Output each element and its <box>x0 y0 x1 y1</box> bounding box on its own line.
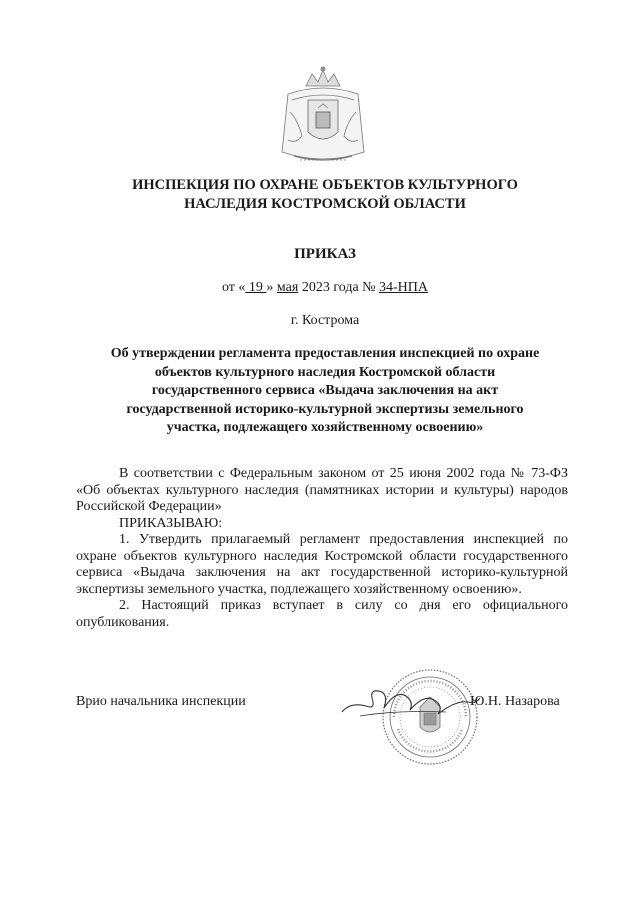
subject-line3: государственного сервиса «Выдача заключения на акт <box>151 383 499 398</box>
subject-line4: государственной историко-культурной экспертизы земельного <box>126 401 524 417</box>
date-prefix: от « <box>221 280 246 295</box>
preamble-paragraph: В соответствии с Федеральным законом от 25 июня 2002 года № 73-ФЗ «Об объектах культурного наследия (памятниках истории и культуры) народов Российской Федерации» <box>76 466 568 514</box>
date-mid: » <box>266 280 277 295</box>
subject-line1: Об утверждении регламента предоставления инспекцией по охране <box>110 346 540 361</box>
organization-title-line1: ИНСПЕКЦИЯ ПО ОХРАНЕ ОБЪЕКТОВ КУЛЬТУРНОГО <box>132 177 518 193</box>
order-word: ПРИКАЗЫВАЮ: <box>119 515 223 531</box>
subject-line5: участка, подлежащего хозяйственному освоению» <box>166 420 484 435</box>
order-item-1: 1. Утвердить прилагаемый регламент предоставления инспекцией по охране объектов культурного наследия Костромской области государственного сервиса «Выдача заключения на акт государственной историко-культурной экспертизы земельного участка, подлежащего хозяйственному освоению». <box>76 532 568 597</box>
city: г. Кострома <box>290 313 360 328</box>
order-number: 34-НПА <box>379 280 429 295</box>
date-day: 19 <box>245 280 267 295</box>
coat-of-arms-emblem <box>268 64 378 172</box>
order-item-2: 2. Настоящий приказ вступает в силу со дня его официального опубликования. <box>76 598 568 630</box>
organization-title-line2: НАСЛЕДИЯ КОСТРОМСКОЙ ОБЛАСТИ <box>184 196 466 212</box>
organization-title <box>60 176 590 214</box>
date-year: 2023 года № <box>298 280 380 295</box>
order-subject <box>100 345 550 438</box>
handwritten-signature <box>336 676 486 726</box>
date-month: мая <box>276 280 299 295</box>
order-body <box>76 466 568 631</box>
signer-name: Ю.Н. Назарова <box>470 694 560 709</box>
subject-line2: объектов культурного наследия Костромской области <box>154 364 496 380</box>
document-type: ПРИКАЗ <box>294 246 356 262</box>
signer-title: Врио начальника инспекции <box>76 694 246 709</box>
order-date-number <box>0 280 640 296</box>
